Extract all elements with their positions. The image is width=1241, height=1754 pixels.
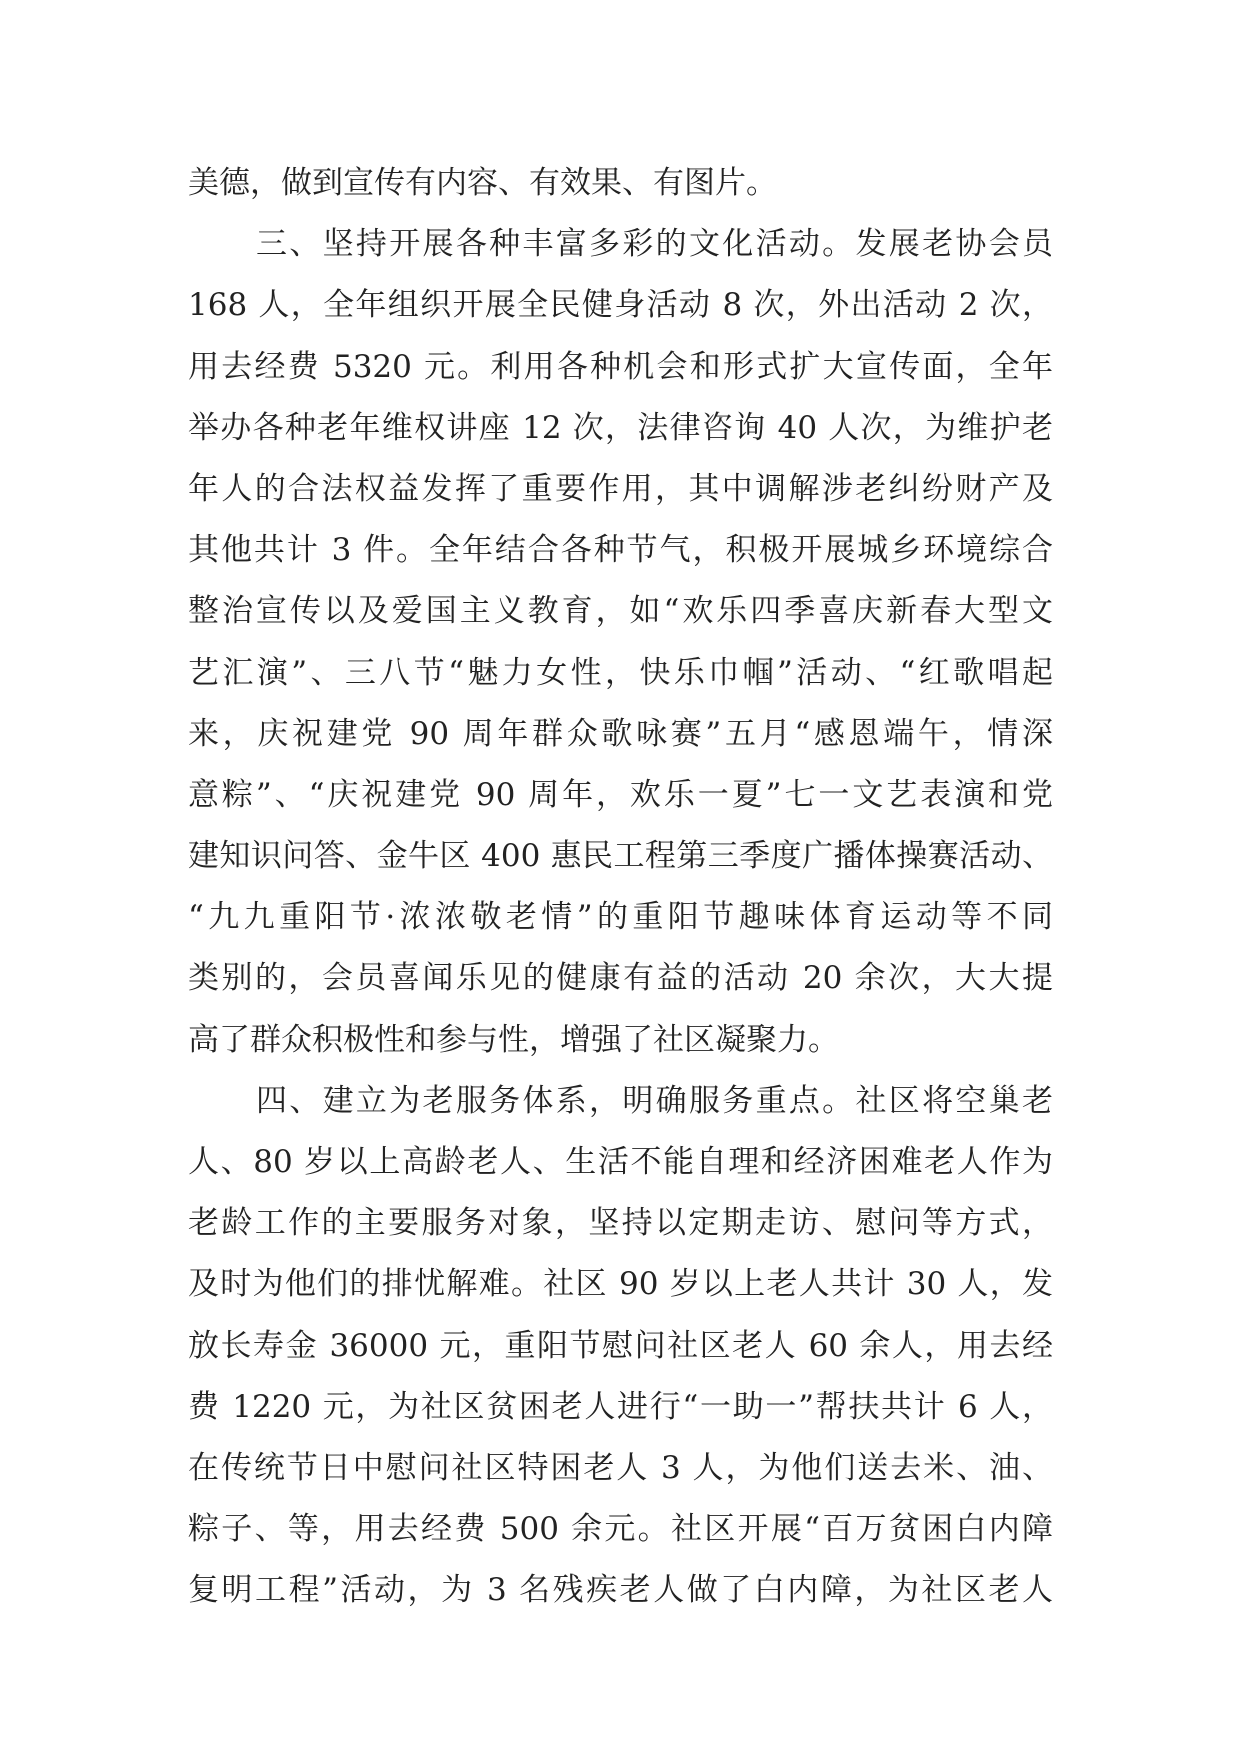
text-line: 整治宣传以及爱国主义教育，如“欢乐四季喜庆新春大型文 <box>188 593 1053 630</box>
text-line: 及时为他们的排忧解难。社区 90 岁以上老人共计 30 人，发 <box>188 1266 1053 1303</box>
text-line: 意粽”、“庆祝建党 90 周年，欢乐一夏”七一文艺表演和党 <box>188 776 1053 813</box>
body-text <box>188 153 1053 1622</box>
text-line: 老龄工作的主要服务对象，坚持以定期走访、慰问等方式， <box>188 1205 1053 1242</box>
text-line: 艺汇演”、三八节“魅力女性，快乐巾帼”活动、“红歌唱起 <box>188 654 1053 691</box>
text-line: 举办各种老年维权讲座 12 次，法律咨询 40 人次，为维护老 <box>188 409 1053 446</box>
text-line: 用去经费 5320 元。利用各种机会和形式扩大宣传面，全年 <box>188 348 1053 385</box>
text-line: “九九重阳节·浓浓敬老情”的重阳节趣味体育运动等不同 <box>188 899 1053 936</box>
text-line: 高了群众积极性和参与性，增强了社区凝聚力。 <box>188 1021 839 1058</box>
text-line: 费 1220 元，为社区贫困老人进行“一助一”帮扶共计 6 人， <box>188 1388 1053 1425</box>
text-line: 在传统节日中慰问社区特困老人 3 人，为他们送去米、油、 <box>188 1449 1053 1486</box>
section-3-heading-line: 三、坚持开展各种丰富多彩的文化活动。发展老协会员 <box>256 226 1053 263</box>
text-line: 粽子、等，用去经费 500 余元。社区开展“百万贫困白内障 <box>188 1511 1053 1548</box>
text-line: 建知识问答、金牛区 400 惠民工程第三季度广播体操赛活动、 <box>188 838 1053 875</box>
text-line: 来，庆祝建党 90 周年群众歌咏赛”五月“感恩端午，情深 <box>188 715 1053 752</box>
text-line: 其他共计 3 件。全年结合各种节气，积极开展城乡环境综合 <box>188 532 1053 569</box>
text-line: 年人的合法权益发挥了重要作用，其中调解涉老纠纷财产及 <box>188 470 1053 507</box>
section-4-heading-line: 四、建立为老服务体系，明确服务重点。社区将空巢老 <box>256 1082 1053 1119</box>
text-line: 美德，做到宣传有内容、有效果、有图片。 <box>188 165 777 201</box>
text-line: 人、80 岁以上高龄老人、生活不能自理和经济困难老人作为 <box>188 1144 1053 1180</box>
text-line: 类别的，会员喜闻乐见的健康有益的活动 20 余次，大大提 <box>188 960 1053 997</box>
text-line: 放长寿金 36000 元，重阳节慰问社区老人 60 余人，用去经 <box>188 1327 1053 1364</box>
text-line: 复明工程”活动，为 3 名残疾老人做了白内障，为社区老人 <box>188 1572 1053 1609</box>
text-line: 168 人，全年组织开展全民健身活动 8 次，外出活动 2 次， <box>188 287 1053 324</box>
